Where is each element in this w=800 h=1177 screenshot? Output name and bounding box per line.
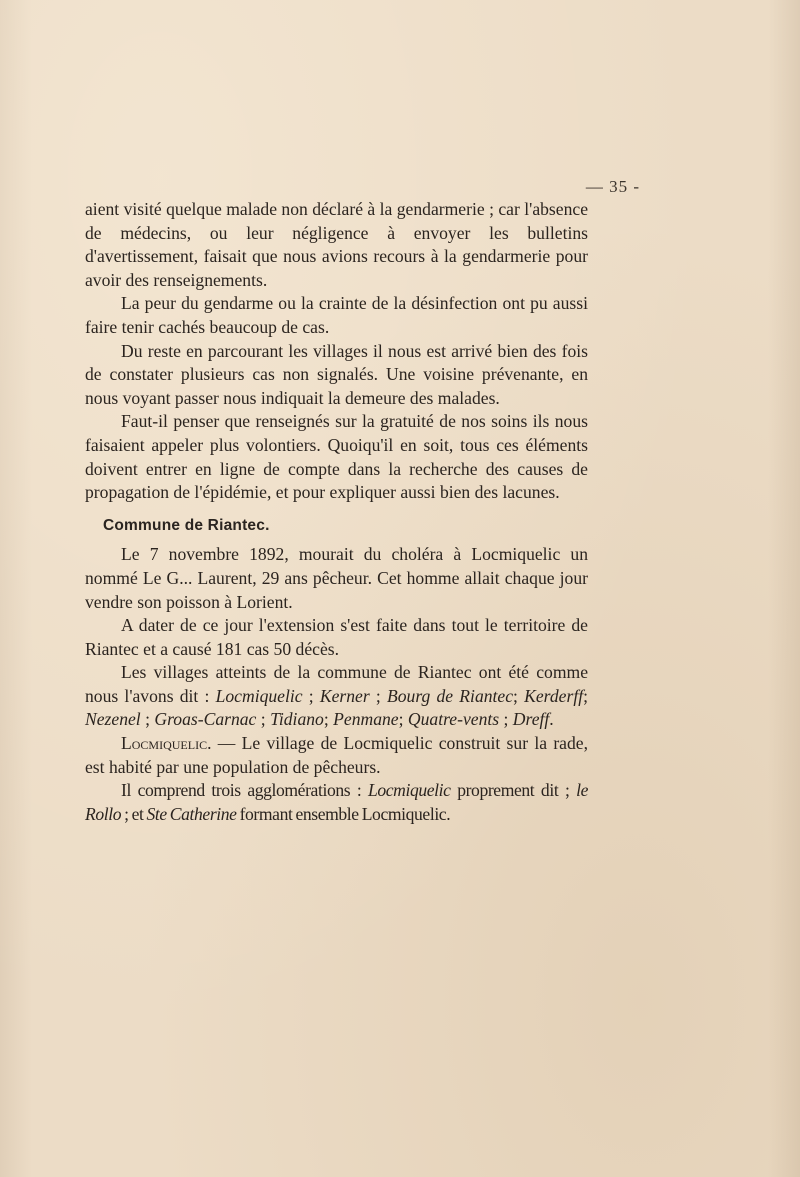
body-text [85, 198, 588, 826]
paragraph: A dater de ce jour l'extension s'est faite dans tout le territoire de Riantec et a causé 181 cas 50 décès. [85, 615, 588, 659]
paragraph-text: ; et [121, 803, 147, 824]
paragraph: Le 7 novembre 1892, mourait du choléra à Locmiquelic un nommé Le G... Laurent, 29 ans pêcheur. Cet homme allait chaque jour vendre son poisson à Lorient. [85, 544, 588, 612]
place-name: le Rollo [85, 780, 588, 824]
paragraph: aient visité quelque malade non déclaré à la gendarmerie ; car l'absence de médecins, ou leur négligence à envoyer les bulletins d'avertissement, faisait que nous avions recours à la gendarmerie pour avoir des renseignements. [85, 199, 588, 290]
village-name: Penmane [333, 709, 399, 730]
villages-paragraph [85, 661, 588, 732]
paragraph-text: proprement dit ; [450, 780, 577, 801]
village-name: Kerner [319, 685, 370, 706]
village-name: Kerderff [524, 685, 584, 706]
village-list: Locmiquelic ; Kerner ; Bourg de Riantec; Kerderff; Nezenel ; Groas-Carnac ; Tidiano; Penmane; Quatre-vents ; Dreff. [85, 685, 588, 730]
village-name: Nezenel [85, 709, 141, 730]
paragraph [85, 732, 588, 779]
paragraph: Faut-il penser que renseignés sur la gratuité de nos soins ils nous faisaient appeler plus volontiers. Quoiqu'il en soit, tous ces éléments doivent entrer en ligne de compte dans la recherche des causes de propagation de l'épidémie, et pour expliquer aussi bien des lacunes. [85, 411, 588, 503]
paragraph: Du reste en parcourant les villages il nous est arrivé bien des fois de constater plusieurs cas non signalés. Une voisine prévenante, en nous voyant passer nous indiquait la demeure des malades. [85, 340, 588, 408]
paragraph-text: Il comprend trois agglomérations : [121, 780, 368, 801]
village-name: Quatre-vents [407, 709, 500, 730]
paragraph-text: formant ensemble Locmiquelic. [236, 803, 451, 824]
villages-intro: Les villages atteints de la commune de Riantec ont été comme nous l'avons dit : [85, 662, 588, 706]
paragraph [85, 779, 588, 826]
village-name: Groas-Carnac [154, 709, 257, 730]
page-number: — 35 - [585, 177, 640, 196]
place-name: Ste Catherine [146, 803, 237, 824]
section-heading: Commune de Riantec. [103, 516, 270, 534]
village-name: Locmiquelic [215, 685, 303, 706]
paragraph-text: — Le village de Locmiquelic construit sur la rade, est habité par une population de pêcheurs. [85, 733, 588, 777]
village-name: Tidiano [270, 709, 324, 730]
village-name: Bourg de Riantec [386, 685, 514, 706]
village-name: Dreff [512, 709, 550, 730]
paragraph: La peur du gendarme ou la crainte de la désinfection ont pu aussi faire tenir cachés beaucoup de cas. [85, 293, 588, 337]
place-heading-locmiquelic: Locmiquelic. [121, 733, 212, 754]
place-name: Locmiquelic [367, 780, 451, 801]
